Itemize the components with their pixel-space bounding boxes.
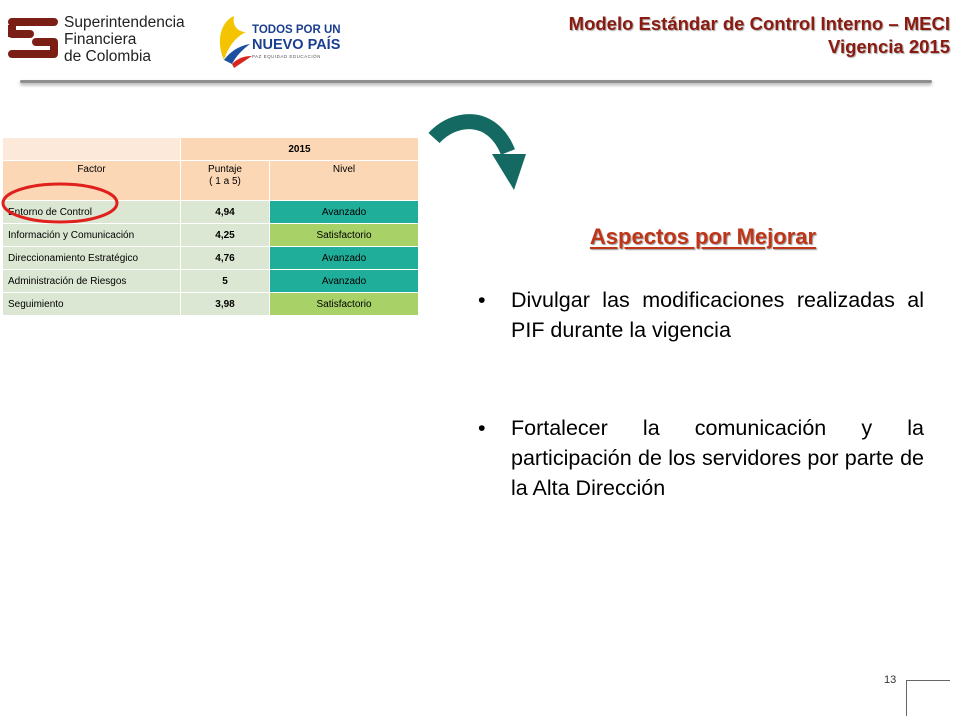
- improvement-item: [478, 285, 924, 345]
- level-cell: Avanzado: [270, 270, 419, 293]
- level-cell: Satisfactorio: [270, 224, 419, 247]
- sfc-logo-line-3: de Colombia: [64, 48, 152, 65]
- score-cell: 5: [181, 270, 270, 293]
- sfc-emblem-icon: [6, 12, 66, 68]
- score-cell: 3,98: [181, 293, 270, 316]
- sfc-logo-line-1: Superintendencia: [64, 14, 185, 31]
- score-header-line-1: Puntaje: [208, 164, 242, 175]
- factor-cell: Administración de Riesgos: [3, 270, 181, 293]
- title-line-2: Vigencia 2015: [827, 36, 950, 57]
- table-row: [3, 293, 419, 316]
- superintendencia-logo: [6, 10, 196, 70]
- corner-line: [906, 680, 950, 681]
- table-row: [3, 224, 419, 247]
- title-line-1: Modelo Estándar de Control Interno – MECI: [568, 13, 950, 34]
- presentation-title: [569, 12, 950, 58]
- improvement-item: [478, 413, 924, 503]
- factor-cell: Entorno de Control: [3, 201, 181, 224]
- factor-cell: Direccionamiento Estratégico: [3, 247, 181, 270]
- score-cell: 4,25: [181, 224, 270, 247]
- score-cell: 4,76: [181, 247, 270, 270]
- header-divider: [20, 80, 932, 83]
- table-row: [3, 270, 419, 293]
- todos-por-un-nuevo-pais-logo: [212, 10, 342, 70]
- score-cell: 4,94: [181, 201, 270, 224]
- level-cell: Satisfactorio: [270, 293, 419, 316]
- level-cell: Avanzado: [270, 247, 419, 270]
- table-year-header: 2015: [181, 138, 419, 161]
- bullet-icon: •: [478, 416, 486, 440]
- sfc-logo-line-2: Financiera: [64, 31, 137, 48]
- factor-cell: Seguimiento: [3, 293, 181, 316]
- improvement-text: Divulgar las modificaciones realizadas al PIF durante la vigencia: [511, 288, 924, 342]
- column-header-factor: Factor: [3, 161, 181, 201]
- score-header-line-2: ( 1 a 5): [209, 176, 241, 187]
- slide-number: 13: [884, 674, 897, 686]
- gov-logo-line-1: TODOS POR UN: [252, 24, 341, 36]
- aspects-title: Aspectos por Mejorar: [589, 224, 817, 249]
- column-header-level: Nivel: [270, 161, 419, 201]
- column-header-score: [181, 161, 270, 201]
- table-corner: [3, 138, 181, 161]
- table-row: [3, 247, 419, 270]
- factor-cell: Información y Comunicación: [3, 224, 181, 247]
- improvement-text: Fortalecer la comunicación y la participación de los servidores por parte de la Alta Dirección: [511, 416, 924, 500]
- corner-line: [906, 680, 907, 716]
- colombia-emblem-icon: [212, 12, 256, 68]
- gov-logo-tagline: PAZ EQUIDAD EDUCACIÓN: [252, 54, 321, 59]
- gov-logo-line-2: NUEVO PAÍS: [252, 37, 341, 53]
- curved-arrow-icon: [420, 112, 532, 198]
- highlight-oval: [0, 181, 120, 225]
- bullet-icon: •: [478, 288, 486, 312]
- level-cell: Avanzado: [270, 201, 419, 224]
